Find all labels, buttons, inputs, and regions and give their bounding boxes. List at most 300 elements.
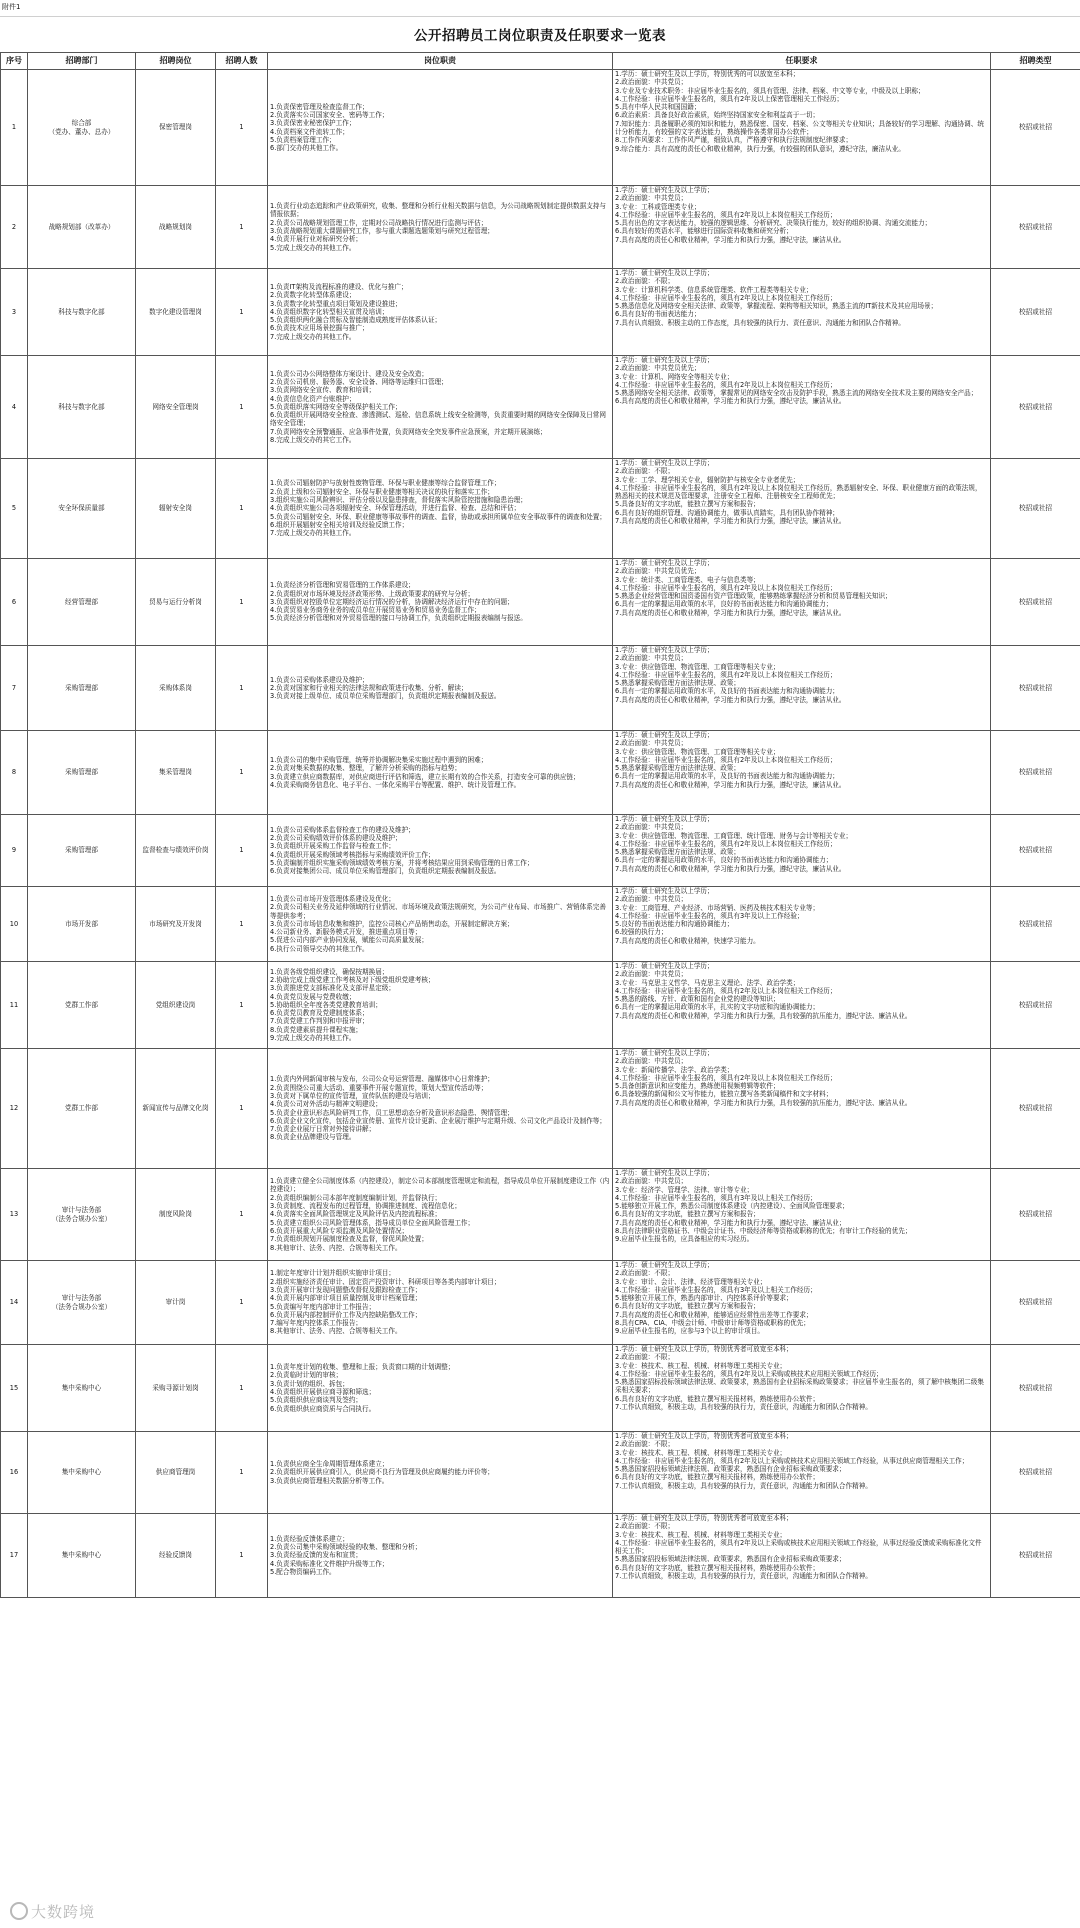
reqs-cell-line: 6.具有良好的文字功底，能独立撰写相关报材料，熟练使用办公软件； bbox=[615, 1394, 820, 1403]
reqs-cell bbox=[613, 1169, 991, 1261]
reqs-cell-line: 7.具有认真细致、积极主动的工作态度，具有较强的执行力、责任意识、沟通能力和团队合作精神。 bbox=[615, 318, 905, 327]
reqs-cell-line: 1.学历：硕士研究生及以上学历； bbox=[615, 186, 714, 194]
reqs-cell-line: 3.专业：统计类、工商管理类、电子与信息类等； bbox=[615, 575, 760, 584]
duties-line: 8.负责企业品牌建设与管理。 bbox=[270, 1133, 356, 1142]
duties-line: 5.负责经济分析管理和对外贸易管理的接口与协调工作，负责组织定期报表编制与报送。 bbox=[270, 614, 527, 623]
reqs-cell-line: 4.工作经验：非应届毕业生报名的，须具有2年及以上采购或核技术应用相关领域工作经历； bbox=[615, 1369, 883, 1378]
table-row bbox=[1, 186, 1080, 269]
duties-line: 7.负责网络安全预警通报、应急事件处置，负责网络安全突发事件应急预案，并定期开展演练； bbox=[270, 427, 547, 436]
dept-line: 科技与数字化部 bbox=[58, 307, 105, 316]
dept-line: 集中采购中心 bbox=[61, 1468, 102, 1477]
table-row bbox=[1, 559, 1080, 646]
reqs-cell-line: 5.熟悉网络安全相关法律、政策等，掌握常见的网络安全攻击及防护手段，熟悉主流的网络安全技术及主要的网络安全产品； bbox=[615, 389, 978, 398]
no-cell: 10 bbox=[1, 887, 28, 962]
count-cell: 1 bbox=[216, 459, 268, 559]
duties-line: 8.完成上级交办的其它工作。 bbox=[270, 436, 356, 445]
reqs-cell-line: 2.政治面貌：中共党员； bbox=[615, 823, 688, 832]
post-cell: 采购寻源计划岗 bbox=[136, 1345, 216, 1432]
reqs-cell-line: 2.政治面貌：中共党员； bbox=[615, 895, 688, 904]
dept-line: 党群工作部 bbox=[65, 1000, 98, 1009]
duties-line: 1.负责公司采购体系监督检查工作的建设及维护； bbox=[270, 825, 415, 834]
no-cell: 5 bbox=[1, 459, 28, 559]
duties-line: 5.完成上级交办的其他工作。 bbox=[270, 243, 356, 252]
duties-line: 1.负责行业动态追踪和产业政策研究，收集、整理和分析行业相关数据与信息，为公司战略规划制定提供数据支持与情报依据； bbox=[270, 202, 606, 219]
reqs-cell-line: 4.工作经验：非应届毕业生报名的，须具有2年及以上采购或核技术应用相关领域工作经验，从事过经验反馈或采购标准化文件相关工作； bbox=[615, 1538, 982, 1556]
reqs-cell-line: 3.专业：供应链管理、物流管理、工商管理等相关专业； bbox=[615, 662, 780, 671]
dept-line: 安全环保质量部 bbox=[58, 504, 105, 513]
duties-line: 1.负责经验反馈体系建立； bbox=[270, 1534, 349, 1543]
reqs-cell-line: 1.学历：硕士研究生及以上学历，特别优秀者可放宽至本科； bbox=[615, 1432, 793, 1440]
table-row bbox=[1, 459, 1080, 559]
recruitment-table bbox=[0, 52, 1080, 1598]
reqs-cell-line: 5.具备创新意识和应变能力，熟练使用视频剪辑等软件； bbox=[615, 1082, 780, 1091]
duties-cell bbox=[268, 459, 613, 559]
reqs-cell-line: 6.具有高度的责任心和敬业精神，学习能力和执行力强，遵纪守法，廉洁从业。 bbox=[615, 397, 846, 406]
duties-line: 4.负责组织开展采购领域考核指标与采购绩效评价工作； bbox=[270, 850, 435, 859]
duties-line: 2.负责围绕公司重大活动、重要事件开展专题宣传，策划大型宣传活动等； bbox=[270, 1083, 488, 1092]
reqs-cell-line: 7.具有高度的责任心和敬业精神，学习能力和执行力强，遵纪守法、廉洁从业； bbox=[615, 1218, 846, 1227]
post-cell: 战略规划岗 bbox=[136, 186, 216, 269]
reqs-cell-line: 5.熟悉国家招投标领域法律法规、政策要求，熟悉国有企业招标采购政策要求； bbox=[615, 1465, 846, 1474]
duties-line: 4.负责组织实施公司各项辐射安全、环保管理活动，并进行监督、检查、总结和评估； bbox=[270, 504, 521, 513]
count-cell: 1 bbox=[216, 356, 268, 459]
reqs-cell-line: 5.能够独立开展工作，熟悉公司制度体系建设（内控建设）、全面风险管理要求； bbox=[615, 1202, 849, 1211]
duties-line: 4.负责贸易业务商务业务的成员单位开展贸易业务和贸易业务监督工作； bbox=[270, 606, 481, 615]
reqs-cell-line: 1.学历：硕士研究生及以上学历； bbox=[615, 962, 714, 970]
reqs-cell-line: 2.政治面貌：中共党员； bbox=[615, 1057, 688, 1066]
no-cell: 2 bbox=[1, 186, 28, 269]
reqs-cell-line: 5.熟悉国家招投标领域法律法规、政策要求，熟悉国有企业招标采购政策要求； bbox=[615, 1555, 846, 1564]
duties-line: 4.负责组织开展供应商寻源和筛选； bbox=[270, 1388, 376, 1396]
reqs-cell-line: 3.专业：工科或管理类专业； bbox=[615, 202, 701, 211]
reqs-cell bbox=[613, 186, 991, 269]
duties-line: 4.负责公司对外活动与精神文明建设； bbox=[270, 1100, 382, 1109]
table-row bbox=[1, 356, 1080, 459]
reqs-cell-line: 9.综合能力：具有高度的责任心和敬业精神，执行力强，有较强的团队意识，遵纪守法，廉洁从业。 bbox=[615, 144, 905, 153]
type-cell: 校招或社招 bbox=[991, 1169, 1080, 1261]
reqs-cell-line: 5.熟悉掌握采购管理方面法律法规、政策； bbox=[615, 848, 740, 857]
reqs-cell-line: 3.专业：审计、会计、法律、经济管理等相关专业； bbox=[615, 1277, 767, 1286]
duties-line: 7.完成上级交办的其他工作。 bbox=[270, 332, 356, 341]
no-cell: 3 bbox=[1, 269, 28, 356]
dept-cell bbox=[28, 70, 136, 186]
no-cell: 11 bbox=[1, 962, 28, 1049]
reqs-cell-line: 9.应届毕业生报名的，应参与3个以上的审计项目。 bbox=[615, 1327, 764, 1336]
dept-cell bbox=[28, 1345, 136, 1432]
reqs-cell bbox=[613, 356, 991, 459]
reqs-cell-line: 6.政治素质：具备良好政治素质，始终坚持国家安全和利益高于一切； bbox=[615, 111, 820, 120]
duties-line: 5.促进公司内部产业协同发展，赋能公司高质量发展； bbox=[270, 936, 428, 945]
reqs-cell-line: 5.熟悉企业经营管理和国资委国有资产管理政策，能够熟练掌握经济分析和贸易管理相关知识； bbox=[615, 592, 892, 601]
duties-line: 5.负责组织两化融合贯标及智能制造成熟度评估体系认证； bbox=[270, 316, 442, 325]
duties-line: 3.负责战略规划重大课题研究工作，参与重大课题选题策划与研究过程管理； bbox=[270, 227, 494, 235]
type-cell: 校招或社招 bbox=[991, 1345, 1080, 1432]
duties-line: 2.负责组织对市场环境及经济政策形势、上级政策要求的研究与分析； bbox=[270, 589, 475, 598]
reqs-cell-line: 7.具有高度的责任心和敬业精神，学习能力和执行力强，具有较强的抗压能力，遵纪守法、廉洁从业。 bbox=[615, 1098, 912, 1107]
table-row bbox=[1, 731, 1080, 815]
reqs-cell-line: 4.工作经验：非应届毕业生报名的，须具有2年及以上本岗位相关工作经历； bbox=[615, 1073, 837, 1082]
duties-line: 6.负责开展内部控制评价工作及内控缺陷整改工作； bbox=[270, 1310, 422, 1319]
reqs-cell-line: 2.政治面貌：不限； bbox=[615, 1440, 675, 1449]
duties-line: 4.负责采购商务信息化、电子平台、一体化采购平台等配置、维护、统计及管理工作。 bbox=[270, 780, 521, 789]
reqs-cell bbox=[613, 1345, 991, 1432]
no-cell: 15 bbox=[1, 1345, 28, 1432]
duties-cell bbox=[268, 269, 613, 356]
no-cell: 7 bbox=[1, 646, 28, 731]
duties-line: 3.负责网络安全宣传、教育和培训； bbox=[270, 386, 376, 395]
duties-line: 4.负责采购标准化文件维护升级等工作； bbox=[270, 1559, 389, 1568]
duties-line: 2.负责组织编制公司本部年度制度编制计划，并监督执行； bbox=[270, 1193, 442, 1202]
duties-line: 1.负责内外网新闻审核与发布，公司公众号运营管理、融媒体中心日常维护； bbox=[270, 1075, 494, 1084]
type-cell: 校招或社招 bbox=[991, 815, 1080, 887]
duties-line: 5.负责编制并组织实施采购领域绩效考核方案，并将考核结果应用到采购管理的日常工作； bbox=[270, 858, 534, 867]
dept-line: 采购管理部 bbox=[65, 683, 98, 692]
post-cell: 贸易与运行分析岗 bbox=[136, 559, 216, 646]
reqs-cell bbox=[613, 70, 991, 186]
duties-line: 2.负责数字化转型体系建设； bbox=[270, 291, 356, 300]
duties-cell bbox=[268, 815, 613, 887]
reqs-cell-line: 2.政治面貌：中共党员； bbox=[615, 78, 688, 87]
duties-line: 2.负责上级和公司辐射安全、环保与职业健康等相关决议的执行和落实工作； bbox=[270, 487, 494, 496]
reqs-cell-line: 7.具有高度的责任心和敬业精神，学习能力和执行力强，遵纪守法，廉洁从业。 bbox=[615, 780, 846, 789]
post-cell: 监督检查与绩效评价岗 bbox=[136, 815, 216, 887]
duties-line: 3.负责组织对控股单位定期经济运行情况的分析，协调解决经济运行中存在的问题； bbox=[270, 597, 514, 606]
reqs-cell-line: 5.良好的书面表达能力和沟通协调能力； bbox=[615, 920, 734, 929]
count-cell: 1 bbox=[216, 1345, 268, 1432]
reqs-cell-line: 3.专业：工商管理、产业经济、市场营销、医药及核技术相关专业等； bbox=[615, 903, 820, 912]
count-cell: 1 bbox=[216, 269, 268, 356]
count-cell: 1 bbox=[216, 731, 268, 815]
duties-line: 7.负责企业展厅日常对外接待讲解； bbox=[270, 1125, 376, 1134]
reqs-cell-line: 8.具有法律职业资格证书、中级会计证书、中级经济师等资格或职称的优先；有审计工作经验的优先； bbox=[615, 1227, 912, 1236]
table-row bbox=[1, 1514, 1080, 1598]
reqs-cell-line: 6.较强的执行力； bbox=[615, 928, 668, 937]
duties-cell bbox=[268, 1049, 613, 1169]
reqs-cell-line: 7.工作认真细致，积极主动，具有较强的执行力，责任意识，沟通能力和团队合作精神。 bbox=[615, 1572, 872, 1581]
reqs-cell-line: 6.具有一定的掌握运用政策的水平，及良好的书面表达能力和沟通协调能力； bbox=[615, 687, 839, 696]
count-cell: 1 bbox=[216, 1049, 268, 1169]
count-cell: 1 bbox=[216, 70, 268, 186]
duties-cell bbox=[268, 1261, 613, 1345]
reqs-cell-line: 7.具有高度的责任心和敬业精神，学习能力和执行力强，遵纪守法，廉洁从业。 bbox=[615, 864, 846, 873]
watermark bbox=[10, 1901, 95, 1922]
reqs-cell-line: 6.具有良好的文字功底，能独立撰写相关报材料，熟练使用办公软件； bbox=[615, 1473, 820, 1482]
duties-line: 3.负责公司市场信息收集和维护，监控公司核心产品销售动态，开展制定解决方案； bbox=[270, 919, 514, 928]
type-cell: 校招或社招 bbox=[991, 1514, 1080, 1598]
dept-line: 集中采购中心 bbox=[61, 1383, 102, 1392]
duties-line: 6.负责组织开展网络安全检查、渗透测试、巡检、信息系统上线安全检测等，负责重要时期的网络安全保障及日常网络安全管理； bbox=[270, 411, 606, 428]
duties-cell bbox=[268, 356, 613, 459]
reqs-cell bbox=[613, 459, 991, 559]
type-cell: 校招或社招 bbox=[991, 646, 1080, 731]
reqs-cell-line: 1.学历：硕士研究生及以上学历； bbox=[615, 559, 714, 567]
reqs-cell-line: 4.工作经验：非应届毕业生报名的，须具有2年及以上本岗位相关工作经历； bbox=[615, 755, 837, 764]
duties-cell bbox=[268, 887, 613, 962]
dept-cell bbox=[28, 356, 136, 459]
table-row bbox=[1, 962, 1080, 1049]
duties-cell bbox=[268, 559, 613, 646]
reqs-cell-line: 6.具有一定的掌握运用政策的水平，良好的书面表达能力和沟通协调能力； bbox=[615, 856, 833, 865]
header-duties: 岗位职责 bbox=[268, 53, 613, 70]
duties-line: 1.负责年度计划的收集、整理和上报；负责窗口期的计划调整； bbox=[270, 1363, 455, 1372]
reqs-cell-line: 2.政治面貌：不限； bbox=[615, 1353, 675, 1362]
no-cell: 8 bbox=[1, 731, 28, 815]
dept-cell bbox=[28, 962, 136, 1049]
reqs-cell-line: 9.应届毕业生报名的，应具备相应的实习经历。 bbox=[615, 1235, 754, 1244]
no-cell: 14 bbox=[1, 1261, 28, 1345]
duties-line: 2.负责公司集中采购领域经验的收集、整理和分析； bbox=[270, 1543, 422, 1552]
type-cell: 校招或社招 bbox=[991, 887, 1080, 962]
reqs-cell-line: 3.专业：新闻传播学、法学、政治学类； bbox=[615, 1065, 734, 1074]
duties-line: 1.负责建立健全公司制度体系（内控建设），制定公司本部制度管理规定和流程，指导成员单位开展制度建设工作（内控建设）； bbox=[270, 1177, 610, 1194]
watermark-logo-icon bbox=[10, 1902, 28, 1920]
dept-line: （法务合规办公室） bbox=[51, 1302, 112, 1311]
reqs-cell-line: 2.政治面貌：中共党员； bbox=[615, 739, 688, 748]
type-cell: 校招或社招 bbox=[991, 356, 1080, 459]
no-cell: 17 bbox=[1, 1514, 28, 1598]
duties-line: 3.负责建立供应商数据库，对供应商进行评估和筛选，建立长期有效的合作关系，打造安全可靠的供应链； bbox=[270, 772, 580, 781]
dept-line: 审计与法务部 bbox=[61, 1206, 102, 1215]
no-cell: 1 bbox=[1, 70, 28, 186]
dept-line: （党办、董办、总办） bbox=[48, 127, 115, 136]
reqs-cell-line: 3.专业：计算机科学类、信息系统管理类、软件工程类等相关专业； bbox=[615, 285, 813, 294]
reqs-cell bbox=[613, 1261, 991, 1345]
duties-line: 1.负责经济分析管理和贸易管理的工作体系建设； bbox=[270, 581, 415, 590]
reqs-cell-line: 2.政治面貌：中共党员优先； bbox=[615, 364, 701, 373]
no-cell: 12 bbox=[1, 1049, 28, 1169]
duties-line: 3.负责经验反馈的发布和宣贯； bbox=[270, 1551, 363, 1560]
duties-line: 7.完成上级交办的其他工作。 bbox=[270, 529, 356, 538]
dept-line: （法务合规办公室） bbox=[51, 1214, 112, 1223]
reqs-cell-line: 3.专业：工学、理学相关专业，辐射防护与核安全专业者优先； bbox=[615, 475, 800, 484]
post-cell: 采购体系岗 bbox=[136, 646, 216, 731]
attachment-label: 附件1 bbox=[2, 3, 21, 11]
post-cell: 数字化建设管理岗 bbox=[136, 269, 216, 356]
reqs-cell-line: 8.工作作风要求：工作作风严谨，细致认真，严格遵守和执行法规制度纪律要求； bbox=[615, 136, 853, 145]
reqs-cell-line: 3.专业：经济学、管理学、法律、审计等专业； bbox=[615, 1185, 754, 1194]
dept-cell bbox=[28, 1169, 136, 1261]
reqs-cell-line: 6.具备较强的新闻和公文写作能力，能独立撰写各类新闻稿件和文字材料； bbox=[615, 1090, 833, 1099]
duties-line: 4.负责开展内部审计项目质量控制及审计档案管理； bbox=[270, 1294, 422, 1303]
duties-line: 3.负责制度、流程发布的过程管理，协调推进制度、流程信息化； bbox=[270, 1202, 461, 1211]
duties-line: 1.负责各级党组织建设，确保按期换届； bbox=[270, 967, 389, 976]
type-cell: 校招或社招 bbox=[991, 269, 1080, 356]
table-row bbox=[1, 1345, 1080, 1432]
post-cell: 党组织建设岗 bbox=[136, 962, 216, 1049]
duties-line: 1.负责公司市场开发管理体系建设及优化； bbox=[270, 894, 395, 903]
reqs-cell-line: 3.专业及专业技术职务：非应届毕业生报名的，须具有管理、法律、档案、中文等专业，中级及以上职称； bbox=[615, 86, 925, 95]
duties-line: 1.负责公司采购体系建设及维护； bbox=[270, 675, 369, 684]
post-cell: 保密管理岗 bbox=[136, 70, 216, 186]
reqs-cell-line: 8.具有CPA、CIA、中级会计师、中级审计师等资格或职称的优先； bbox=[615, 1319, 810, 1328]
post-cell: 经验反馈岗 bbox=[136, 1514, 216, 1598]
no-cell: 4 bbox=[1, 356, 28, 459]
no-cell: 16 bbox=[1, 1432, 28, 1514]
duties-line: 2.负责落实公司国家安全、密码等工作； bbox=[270, 110, 389, 119]
reqs-cell-line: 4.工作经验：非应届毕业生报名的，须具有3年及以上相关工作经历； bbox=[615, 1193, 817, 1202]
dept-cell bbox=[28, 731, 136, 815]
reqs-cell-line: 2.政治面貌：不限； bbox=[615, 467, 675, 476]
dept-cell bbox=[28, 887, 136, 962]
reqs-cell-line: 7.具有高度的责任心和敬业精神，能够适应经常性出差等工作要求； bbox=[615, 1310, 813, 1319]
reqs-cell-line: 1.学历：硕士研究生及以上学历； bbox=[615, 459, 714, 467]
post-cell: 集采管理岗 bbox=[136, 731, 216, 815]
type-cell: 校招或社招 bbox=[991, 1432, 1080, 1514]
reqs-cell-line: 1.学历：硕士研究生及以上学历，特别优秀者可放宽至本科； bbox=[615, 1345, 793, 1353]
reqs-cell-line: 3.专业：供应链管理、物流管理、工商管理等相关专业； bbox=[615, 747, 780, 756]
duties-line: 9.完成上级交办的其他工作。 bbox=[270, 1034, 356, 1043]
duties-line: 3.负责开展审计发现问题整改督促及跟踪检查工作； bbox=[270, 1285, 422, 1294]
count-cell: 1 bbox=[216, 559, 268, 646]
post-cell: 市场研究及开发岗 bbox=[136, 887, 216, 962]
type-cell: 校招或社招 bbox=[991, 70, 1080, 186]
reqs-cell-line: 7.工作认真细致，积极主动，具有较强的执行力，责任意识，沟通能力和团队合作精神。 bbox=[615, 1403, 872, 1412]
duties-line: 6.组织开展辐射安全相关培训及经验反馈工作； bbox=[270, 520, 409, 529]
post-cell: 制度风险岗 bbox=[136, 1169, 216, 1261]
reqs-cell-line: 3.专业：计算机、网络安全等相关专业； bbox=[615, 372, 734, 381]
attachment-bar bbox=[0, 0, 1080, 17]
reqs-cell-line: 7.具有高度的责任心和敬业精神，学习能力和执行力强，遵纪守法，廉洁从业。 bbox=[615, 517, 846, 526]
duties-line: 5.负责建立组织公司风险管理体系，指导成员单位全面风险管理工作； bbox=[270, 1218, 475, 1227]
duties-line: 1.负责公司办公网络整体方案设计、建设及安全改造； bbox=[270, 369, 428, 378]
duties-cell bbox=[268, 1432, 613, 1514]
duties-line: 6.负责对接集团公司、成员单位采购管理部门，负责组织定期报表编制及报送。 bbox=[270, 867, 501, 876]
duties-line: 1.负责公司辐射防护与放射性废物管理、环保与职业健康等综合监督管理工作； bbox=[270, 479, 501, 488]
header-post: 招聘岗位 bbox=[136, 53, 216, 70]
reqs-cell-line: 2.政治面貌：中共党员； bbox=[615, 194, 688, 203]
duties-line: 3.负责保密业秘密保护工作； bbox=[270, 119, 356, 128]
reqs-cell-line: 6.具有良好的书面表达能力； bbox=[615, 310, 701, 319]
duties-cell bbox=[268, 70, 613, 186]
duties-line: 3.负责组织开展采购工作监督与检查工作； bbox=[270, 842, 395, 851]
duties-line: 3.负责对接上级单位、成员单位采购管理部门，负责组织定期报表编制及报送。 bbox=[270, 692, 501, 701]
duties-line: 2.负责临时计划的审核； bbox=[270, 1371, 343, 1380]
duties-line: 7.编写年度内控体系工作报告； bbox=[270, 1319, 363, 1328]
count-cell: 1 bbox=[216, 962, 268, 1049]
reqs-cell-line: 7.具有高度的责任心和敬业精神，学习能力和执行力强，遵纪守法，廉洁从业。 bbox=[615, 235, 846, 244]
header-type: 招聘类型 bbox=[991, 53, 1080, 70]
no-cell: 13 bbox=[1, 1169, 28, 1261]
duties-line: 4.负责党员发展与党费收缴； bbox=[270, 992, 356, 1001]
duties-line: 1.负责保密管理及检查监督工作； bbox=[270, 102, 369, 111]
duties-line: 2.负责公司机房、服务器、安全设备、网络等运维归口管理； bbox=[270, 377, 448, 386]
duties-cell bbox=[268, 731, 613, 815]
reqs-cell-line: 1.学历：硕士研究生及以上学历； bbox=[615, 731, 714, 739]
table-row bbox=[1, 1261, 1080, 1345]
reqs-cell-line: 2.政治面貌：中共党员； bbox=[615, 654, 688, 663]
reqs-cell-line: 3.专业：核技术、核工程、机械、材料等理工类相关专业； bbox=[615, 1361, 787, 1370]
duties-line: 3.负责供应商管理相关数据分析等工作。 bbox=[270, 1476, 389, 1485]
reqs-cell-line: 4.工作经验：非应届毕业生报名的，须具有2年及以上采购或核技术应用相关领域工作经验，从事过供应商管理相关工作； bbox=[615, 1456, 969, 1465]
reqs-cell-line: 1.学历：硕士研究生及以上学历，特别优秀的可以放宽至本科； bbox=[615, 70, 800, 78]
dept-line: 科技与数字化部 bbox=[58, 402, 105, 411]
reqs-cell-line: 1.学历：硕士研究生及以上学历； bbox=[615, 815, 714, 823]
count-cell: 1 bbox=[216, 815, 268, 887]
type-cell: 校招或社招 bbox=[991, 962, 1080, 1049]
duties-line: 3.负责计划的组织、拆包； bbox=[270, 1379, 349, 1388]
header-no: 序号 bbox=[1, 53, 28, 70]
duties-line: 5.负责档案管理工作； bbox=[270, 135, 336, 144]
dept-cell bbox=[28, 459, 136, 559]
reqs-cell bbox=[613, 815, 991, 887]
duties-line: 5.负责组织供应商谈判及签约； bbox=[270, 1396, 363, 1405]
reqs-cell-line: 4.工作经验：非应届毕业生报名的，须具有2年及以上本岗位相关工作经历； bbox=[615, 293, 837, 302]
reqs-cell-line: 7.具有高度的责任心和敬业精神，学习能力和执行力强，遵纪守法，廉洁从业。 bbox=[615, 695, 846, 704]
reqs-cell-line: 5.熟悉国家招标投标领域法律法规、政策要求，熟悉国有企业招标采购政策要求；非应届毕业生报名的，须了解中核集团二级集采相关要求； bbox=[615, 1378, 984, 1395]
duties-line: 8.其他审计、法务、内控、合规等相关工作。 bbox=[270, 1327, 402, 1336]
no-cell: 9 bbox=[1, 815, 28, 887]
reqs-cell-line: 5.熟悉掌握采购管理方面法律法规、政策； bbox=[615, 679, 740, 688]
duties-line: 1.负责供应商全生命周期管理体系建立； bbox=[270, 1460, 389, 1469]
post-cell: 审计岗 bbox=[136, 1261, 216, 1345]
reqs-cell-line: 3.专业：供应链管理、物流管理、工商管理、统计管理、财务与会计等相关专业； bbox=[615, 831, 853, 840]
reqs-cell bbox=[613, 559, 991, 646]
duties-line: 5.协助组织全年度各类党建教育培训； bbox=[270, 1000, 382, 1009]
reqs-cell-line: 1.学历：硕士研究生及以上学历； bbox=[615, 646, 714, 654]
post-cell: 供应商管理岗 bbox=[136, 1432, 216, 1514]
reqs-cell bbox=[613, 962, 991, 1049]
reqs-cell-line: 7.工作认真细致，积极主动，具有较强的执行力，责任意识，沟通能力和团队合作精神。 bbox=[615, 1481, 872, 1490]
duties-line: 3.组织实施公司风险辨识、评估分级以及隐患排查，督促落实风险管控措施和隐患治理； bbox=[270, 496, 527, 505]
header-count: 招聘人数 bbox=[216, 53, 268, 70]
table-header-row bbox=[1, 53, 1080, 70]
duties-line: 6.负责开展重大风险专项监测及风险处置情况； bbox=[270, 1226, 409, 1235]
duties-cell bbox=[268, 1345, 613, 1432]
duties-line: 3.负责数字化转型重点项目策划及建设推进； bbox=[270, 299, 402, 308]
type-cell: 校招或社招 bbox=[991, 1049, 1080, 1169]
table-row bbox=[1, 70, 1080, 186]
reqs-cell bbox=[613, 1514, 991, 1598]
reqs-cell bbox=[613, 731, 991, 815]
reqs-cell-line: 1.学历：硕士研究生及以上学历； bbox=[615, 887, 714, 895]
dept-line: 党群工作部 bbox=[65, 1104, 98, 1113]
watermark-text: 大数跨境 bbox=[31, 1903, 96, 1921]
duties-line: 2.协助完成上级党建工作考核及对下级党组织党建考核； bbox=[270, 975, 435, 984]
duties-line: 6.负责党员教育及党建制度体系； bbox=[270, 1009, 369, 1018]
reqs-cell-line: 4.工作经验：非应届毕业生报名的，须具有2年及以上本岗位相关工作经历； bbox=[615, 380, 837, 389]
table-row bbox=[1, 1169, 1080, 1261]
table-row bbox=[1, 646, 1080, 731]
duties-line: 2.负责对集采数据的收集、整理，了解并分析采购的指标与趋势； bbox=[270, 764, 461, 773]
dept-line: 采购管理部 bbox=[65, 846, 98, 855]
duties-line: 2.负责组织开展供应商引入，供应商不良行为管理及供应商履约能力评价等； bbox=[270, 1468, 494, 1477]
reqs-cell-line: 4.工作经验：非应届毕业生报名的，须具有2年及以上本岗位相关工作经历，熟悉辐射安全、环保、职业健康方面的政策法规，熟悉相关的技术规范及管理要求，注册安全工程师、注册核安全工程师优先； bbox=[615, 483, 982, 501]
type-cell: 校招或社招 bbox=[991, 186, 1080, 269]
reqs-cell-line: 7.具有高度的责任心和敬业精神，学习能力和执行力强，具有较强的抗压能力，遵纪守法、廉洁从业。 bbox=[615, 1011, 912, 1020]
reqs-cell-line: 2.政治面貌：不限； bbox=[615, 1522, 675, 1531]
count-cell: 1 bbox=[216, 1169, 268, 1261]
duties-cell bbox=[268, 962, 613, 1049]
reqs-cell-line: 6.具有一定的掌握运用政策的水平，扎实的文字功底和沟通协调能力； bbox=[615, 1003, 820, 1012]
reqs-cell-line: 4.工作经验：非应届毕业生报名的，须具有3年及以上工作经验； bbox=[615, 911, 804, 920]
reqs-cell-line: 4.工作经验：非应届毕业生报名的，须具有2年及以上保密管理相关工作经历； bbox=[615, 94, 844, 103]
duties-line: 4.负责组织数字化转型相关宣贯及培训； bbox=[270, 307, 389, 316]
duties-line: 1.负责公司的集中采购管理，统筹并协调解决集采实施过程中遇到的困难； bbox=[270, 755, 488, 764]
duties-line: 4.负责档案文件流转工作； bbox=[270, 127, 349, 136]
reqs-cell-line: 7.知识能力：具备履职必须的知识和能力，熟悉保密、国安、档案、公文等相关专业知识；具备较好的学习理解、沟通协调、统计分析能力，有较强的文字表达能力，熟练操作各类常用办公软件； bbox=[615, 119, 984, 137]
duties-line: 6.负责技术应用场景挖掘与推广； bbox=[270, 324, 369, 333]
reqs-cell-line: 4.工作经验：非应届毕业生报名的，须具有2年及以上本岗位相关工作经历； bbox=[615, 210, 837, 219]
dept-line: 审计与法务部 bbox=[61, 1294, 102, 1303]
reqs-cell-line: 2.政治面貌：中共党员优先； bbox=[615, 567, 701, 576]
duties-line: 6.执行公司领导交办的其他工作。 bbox=[270, 944, 369, 953]
dept-cell bbox=[28, 559, 136, 646]
reqs-cell-line: 6.具有一定的掌握运用政策的水平，良好的书面表达能力和沟通协调能力； bbox=[615, 600, 833, 609]
type-cell: 校招或社招 bbox=[991, 559, 1080, 646]
reqs-cell-line: 5.熟悉掌握采购管理方面法律法规、政策； bbox=[615, 764, 740, 773]
table-row bbox=[1, 887, 1080, 962]
dept-cell bbox=[28, 1261, 136, 1345]
